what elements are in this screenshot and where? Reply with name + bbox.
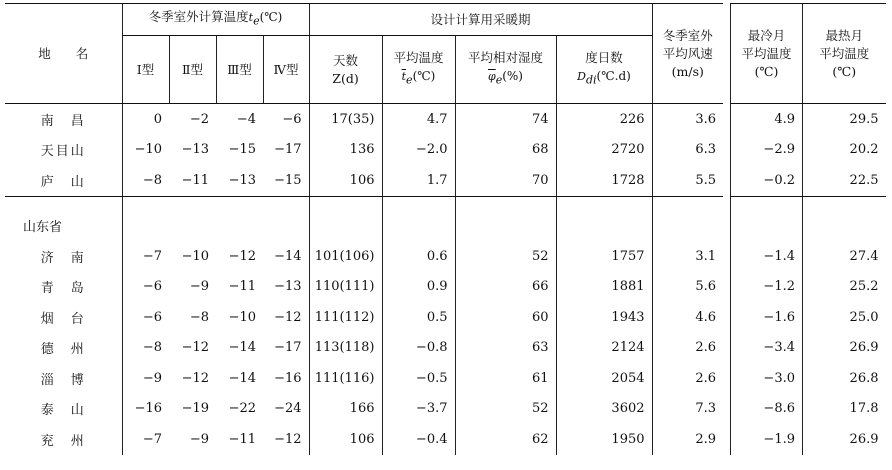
empty-cell [455,196,556,241]
table-row [731,272,886,303]
dd-cell: 226 [556,104,652,135]
main-table-body [5,104,723,455]
wind-speed-header: 冬季室外 平均风速 (m/s) [652,4,723,104]
days-cell: 136 [309,135,382,166]
dd-cell: 2054 [556,363,652,394]
wind-cell: 5.5 [652,165,723,196]
t2-cell: −8 [189,309,209,325]
table-row [5,302,723,333]
t1-cell: −7 [122,241,169,272]
hottest-cell: 27.4 [803,241,886,272]
table-row [5,272,723,303]
rh-cell: 68 [455,135,556,166]
t3-cell: −11 [228,431,256,447]
empty-cell [263,196,309,241]
t4-cell: −14 [274,248,302,264]
table-row [5,165,723,196]
location-cell: 泰 山 [40,403,86,419]
t1-cell: −6 [122,272,169,303]
table-row [731,241,886,272]
t2-cell: −9 [189,279,209,295]
wind-cell: 3.6 [652,104,723,135]
t1-cell: −10 [122,135,169,166]
rh-cell: 60 [455,302,556,333]
t4-cell: −16 [274,370,302,386]
dd-cell: 2124 [556,333,652,364]
coldest-cell: −0.2 [731,165,803,196]
t4-cell: −17 [274,142,302,158]
coldest-cell: −3.0 [731,363,803,394]
type-2-header: Ⅱ型 [169,36,216,104]
days-cell: 111(112) [309,302,382,333]
t2-cell: −19 [181,401,209,417]
coldest-cell: 4.9 [731,104,803,135]
location-cell: 兖 州 [40,433,86,449]
empty-cell [216,196,263,241]
rh-cell: 62 [455,424,556,455]
rh-cell: 63 [455,333,556,364]
days-cell: 166 [309,394,382,425]
t1-cell: −6 [122,302,169,333]
t2-cell: −12 [181,340,209,356]
side-table-body [731,104,886,455]
location-cell: 青 岛 [40,281,86,297]
avg-t-cell: −3.7 [382,394,455,425]
hottest-cell: 29.5 [803,104,886,135]
t4-cell: −12 [274,431,302,447]
dd-cell: 1950 [556,424,652,455]
t4-cell: −17 [274,340,302,356]
coldest-cell: −3.4 [731,333,803,364]
avg-t-cell: −0.8 [382,333,455,364]
t3-cell: −22 [228,401,256,417]
avg-t-cell: 0.5 [382,302,455,333]
days-cell: 106 [309,165,382,196]
t3-cell: −14 [228,370,256,386]
avg-humidity-header: 平均相对湿度 $\overline{\varphi}_e(\%)$ [455,36,556,104]
wind-cell: 2.6 [652,333,723,364]
table-row [5,363,723,394]
empty-cell [169,196,216,241]
table-row [5,333,723,364]
wind-cell: 6.3 [652,135,723,166]
rh-cell: 70 [455,165,556,196]
hottest-month-header: 最热月 平均温度 (℃) [803,4,886,104]
t2-cell: −2 [189,111,209,127]
province-label: 山东省 [23,220,63,236]
location-cell: 烟 台 [40,311,86,327]
dd-cell: 3602 [556,394,652,425]
wind-cell: 4.6 [652,302,723,333]
type-3-header: Ⅲ型 [216,36,263,104]
t4-cell: −12 [274,309,302,325]
wind-cell: 5.6 [652,272,723,303]
t3-cell: −13 [216,165,263,196]
location-cell: 天目山 [40,144,86,160]
t4-cell: −15 [263,165,309,196]
rh-cell: 74 [455,104,556,135]
table-row [731,165,886,196]
t2-cell: −10 [181,248,209,264]
coldest-cell: −1.6 [731,302,803,333]
hottest-cell: 20.2 [803,135,886,166]
t2-cell: −12 [181,370,209,386]
t2-cell: −9 [189,431,209,447]
dd-cell: 1881 [556,272,652,303]
empty-cell [382,196,455,241]
location-header: 地 名 [5,4,122,104]
t4-cell: −24 [274,401,302,417]
table-row [5,424,723,455]
avg-temp-header: 平均温度 $\overline{t}_e(℃)$ [382,36,455,104]
table-row [731,394,886,425]
province-row [731,196,886,241]
coldest-month-header: 最冷月 平均温度 (℃) [731,4,803,104]
dd-cell: 2720 [556,135,652,166]
location-cell: 淄 博 [40,372,86,388]
avg-t-cell: −0.4 [382,424,455,455]
t3-cell: −11 [228,279,256,295]
t3-cell: −4 [236,111,256,127]
t1-cell: −16 [122,394,169,425]
table-row [731,135,886,166]
days-cell: 113(118) [309,333,382,364]
table-row [5,394,723,425]
table-row [731,363,886,394]
table-row [5,104,723,135]
heating-data-table [5,3,723,455]
hottest-cell: 26.9 [803,424,886,455]
location-cell: 德 州 [40,342,86,358]
table-row [5,135,723,166]
avg-t-cell: 1.7 [382,165,455,196]
t3-cell: −12 [228,248,256,264]
type-4-header: Ⅳ型 [263,36,309,104]
hottest-cell: 22.5 [803,165,886,196]
wind-cell: 7.3 [652,394,723,425]
t4-cell: −6 [282,111,302,127]
t2-cell: −11 [169,165,216,196]
t4-cell: −13 [274,279,302,295]
rh-cell: 52 [455,394,556,425]
days-cell: 101(106) [309,241,382,272]
avg-t-cell: 0.6 [382,241,455,272]
hottest-cell: 17.8 [803,394,886,425]
coldest-cell: −1.4 [731,241,803,272]
empty-cell [122,196,169,241]
t1-cell: −7 [122,424,169,455]
t1-cell: −8 [122,333,169,364]
avg-t-cell: 0.9 [382,272,455,303]
coldest-cell: −8.6 [731,394,803,425]
coldest-cell: −1.9 [731,424,803,455]
t3-cell: −14 [228,340,256,356]
dd-cell: 1728 [556,165,652,196]
empty-cell [652,196,723,241]
empty-cell [731,196,803,241]
degree-days-header: 度日数 $D_{di}(℃.d)$ [556,36,652,104]
t2-cell: −13 [181,142,209,158]
table-row [731,302,886,333]
table-row [5,241,723,272]
location-cell: 庐 山 [5,165,122,196]
type-1-header: Ⅰ型 [122,36,169,104]
wind-cell: 2.6 [652,363,723,394]
rh-cell: 52 [455,241,556,272]
t3-cell: −15 [228,142,256,158]
days-header: 天数 Z(d) [309,36,382,104]
t1-cell: −8 [122,165,169,196]
hottest-cell: 26.8 [803,363,886,394]
monthly-temp-table [730,3,886,455]
rh-cell: 61 [455,363,556,394]
wind-cell: 2.9 [652,424,723,455]
dd-cell: 1943 [556,302,652,333]
location-cell: 南 昌 [40,113,86,129]
table-row [731,424,886,455]
heating-period-group-header: 设计计算用采暖期 [309,4,652,36]
rh-cell: 66 [455,272,556,303]
t3-cell: −10 [228,309,256,325]
winter-temp-group-header: 冬季室外计算温度$t_e(℃)$ [122,4,309,36]
hottest-cell: 25.0 [803,302,886,333]
hottest-cell: 25.2 [803,272,886,303]
empty-cell [803,196,886,241]
days-cell: 111(116) [309,363,382,394]
hottest-cell: 26.9 [803,333,886,364]
t1-cell: −9 [122,363,169,394]
days-cell: 17(35) [309,104,382,135]
coldest-cell: −1.2 [731,272,803,303]
coldest-cell: −2.9 [731,135,803,166]
location-cell: 济 南 [40,250,86,266]
province-row [5,196,723,241]
table-row [731,333,886,364]
avg-t-cell: −2.0 [382,135,455,166]
t1-cell: 0 [122,104,169,135]
empty-cell [556,196,652,241]
table-row [731,104,886,135]
dd-cell: 1757 [556,241,652,272]
avg-t-cell: 4.7 [382,104,455,135]
days-cell: 106 [309,424,382,455]
empty-cell [309,196,382,241]
days-cell: 110(111) [309,272,382,303]
wind-cell: 3.1 [652,241,723,272]
avg-t-cell: −0.5 [382,363,455,394]
